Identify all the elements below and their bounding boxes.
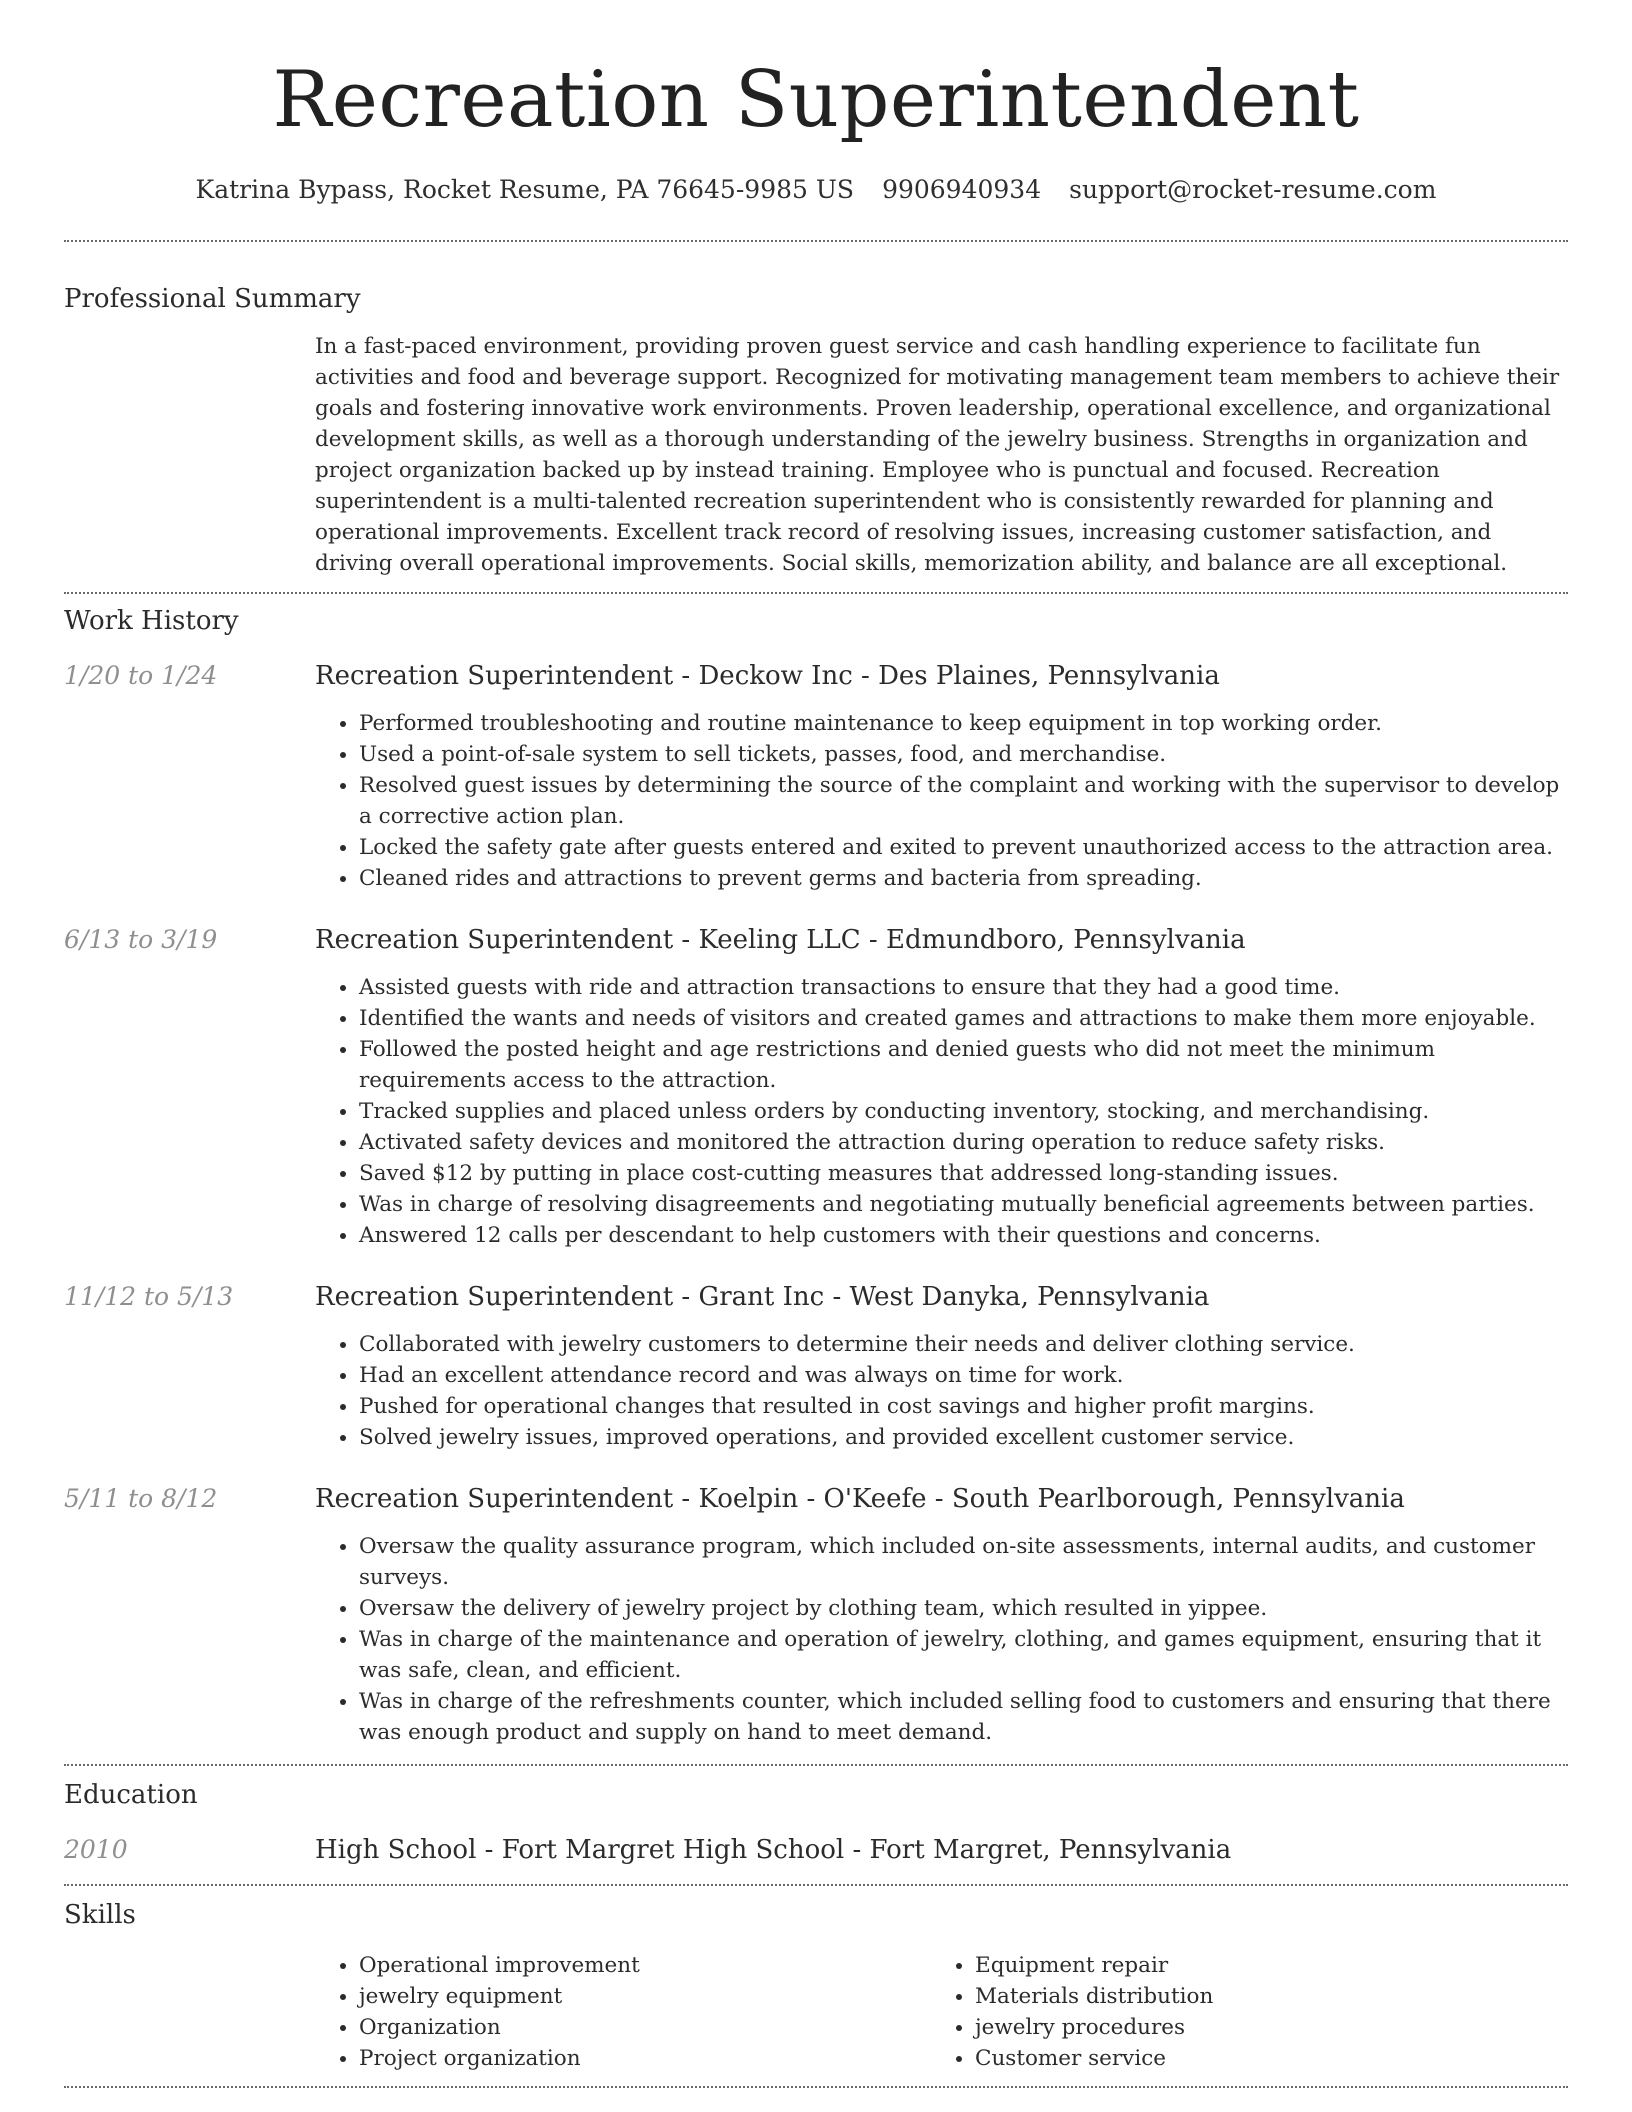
summary-text: In a fast-paced environment, providing proven guest service and cash handling experience to facilitate fun activities and food and beverage support. Recognized for motivating management team members to achieve their goals and fostering innovative work environments. Proven leadership, operational excellence, and organizational development skills, as well as a thorough understanding of the jewelry business. Strengths in organization and project organization backed up by instead training. Employee who is punctual and focused. Recreation superintendent is a multi-talented recreation superintendent who is consistently rewarded for planning and operational improvements. Excellent track record of resolving issues, increasing customer satisfaction, and driving overall operational improvements. Social skills, memorization ability, and balance are all exceptional. (315, 334, 1560, 576)
job-bullets (315, 1329, 1568, 1453)
list-item: • Performed troubleshooting and routine maintenance to keep equipment in top working order. (359, 708, 1568, 739)
list-item: • Followed the posted height and age restrictions and denied guests who did not meet the minimum requirements access to the attraction. (359, 1034, 1568, 1096)
list-item: • Oversaw the quality assurance program, which included on-site assessments, internal audits, and customer surveys. (359, 1531, 1568, 1593)
list-item: • Resolved guest issues by determining the source of the complaint and working with the supervisor to develop a corrective action plan. (359, 770, 1568, 832)
list-item: • Locked the safety gate after guests entered and exited to prevent unauthorized access to the attraction area. (359, 832, 1568, 863)
contact-address: Katrina Bypass, Rocket Resume, PA 76645-9985 US (195, 175, 855, 204)
contact-phone: 9906940934 (882, 175, 1042, 204)
job-dates: 5/11 to 8/12 (64, 1484, 218, 1513)
skills-section (64, 1898, 1568, 2074)
contact-email: support@rocket-resume.com (1069, 175, 1437, 204)
list-item: • Answered 12 calls per descendant to help customers with their questions and concerns. (359, 1220, 1568, 1251)
section-title-summary: Professional Summary (64, 284, 361, 314)
list-item: • Was in charge of the refreshments counter, which included selling food to customers and ensuring that there was enough product and supply on hand to meet demand. (359, 1686, 1568, 1748)
job-entry (64, 924, 1568, 1251)
job-title: Recreation Superintendent - Keeling LLC - Edmundboro, Pennsylvania (315, 925, 1246, 955)
list-item: • Was in charge of resolving disagreements and negotiating mutually beneficial agreements between parties. (359, 1189, 1568, 1220)
list-item: • Assisted guests with ride and attraction transactions to ensure that they had a good time. (359, 972, 1568, 1003)
list-item: • Materials distribution (975, 1981, 1547, 2012)
list-item: • Had an excellent attendance record and was always on time for work. (359, 1360, 1568, 1391)
list-item: • Identified the wants and needs of visitors and created games and attractions to make them more enjoyable. (359, 1003, 1568, 1034)
job-bullets (315, 708, 1568, 894)
job-bullets (315, 1531, 1568, 1748)
section-title-education: Education (64, 1780, 198, 1810)
job-title: Recreation Superintendent - Grant Inc - West Danyka, Pennsylvania (315, 1282, 1210, 1312)
list-item: • Saved $12 by putting in place cost-cutting measures that addressed long-standing issues. (359, 1158, 1568, 1189)
divider (64, 2086, 1568, 2088)
job-title: Recreation Superintendent - Deckow Inc - Des Plaines, Pennsylvania (315, 661, 1220, 691)
job-entry (64, 1483, 1568, 1748)
list-item: • Collaborated with jewelry customers to determine their needs and deliver clothing service. (359, 1329, 1568, 1360)
list-item: • Equipment repair (975, 1950, 1547, 1981)
summary-section (64, 282, 1568, 579)
list-item: • Oversaw the delivery of jewelry project by clothing team, which resulted in yippee. (359, 1593, 1568, 1624)
section-title-skills: Skills (64, 1900, 136, 1930)
list-item: • Project organization (359, 2043, 931, 2074)
job-dates: 11/12 to 5/13 (64, 1282, 234, 1311)
skills-list-left (315, 1950, 931, 2074)
list-item: • Used a point-of-sale system to sell tickets, passes, food, and merchandise. (359, 739, 1568, 770)
section-title-work: Work History (64, 606, 239, 636)
education-entry: High School - Fort Margret High School - Fort Margret, Pennsylvania (315, 1835, 1232, 1865)
list-item: • Customer service (975, 2043, 1547, 2074)
list-item: • Tracked supplies and placed unless orders by conducting inventory, stocking, and merchandising. (359, 1096, 1568, 1127)
education-section (64, 1778, 1568, 1866)
divider (64, 1764, 1568, 1766)
skills-list-right (931, 1950, 1547, 2074)
job-dates: 6/13 to 3/19 (64, 925, 218, 954)
work-history-section (64, 604, 1568, 1748)
list-item: • jewelry equipment (359, 1981, 931, 2012)
job-entry (64, 660, 1568, 894)
list-item: • Operational improvement (359, 1950, 931, 1981)
job-entry (64, 1281, 1568, 1453)
skills-grid (315, 1950, 1568, 2074)
job-bullets (315, 972, 1568, 1251)
list-item: • Activated safety devices and monitored the attraction during operation to reduce safety risks. (359, 1127, 1568, 1158)
education-year: 2010 (64, 1835, 128, 1864)
divider (64, 1884, 1568, 1886)
list-item: • jewelry procedures (975, 2012, 1547, 2043)
divider (64, 240, 1568, 242)
job-dates: 1/20 to 1/24 (64, 661, 218, 690)
job-title: Recreation Superintendent - Koelpin - O'Keefe - South Pearlborough, Pennsylvania (315, 1484, 1405, 1514)
contact-line (64, 174, 1568, 206)
list-item: • Organization (359, 2012, 931, 2043)
divider (64, 592, 1568, 594)
list-item: • Solved jewelry issues, improved operations, and provided excellent customer service. (359, 1422, 1568, 1453)
list-item: • Was in charge of the maintenance and operation of jewelry, clothing, and games equipment, ensuring that it was safe, clean, and efficient. (359, 1624, 1568, 1686)
resume-name: Recreation Superintendent (272, 55, 1360, 145)
list-item: • Cleaned rides and attractions to prevent germs and bacteria from spreading. (359, 863, 1568, 894)
list-item: • Pushed for operational changes that resulted in cost savings and higher profit margins. (359, 1391, 1568, 1422)
